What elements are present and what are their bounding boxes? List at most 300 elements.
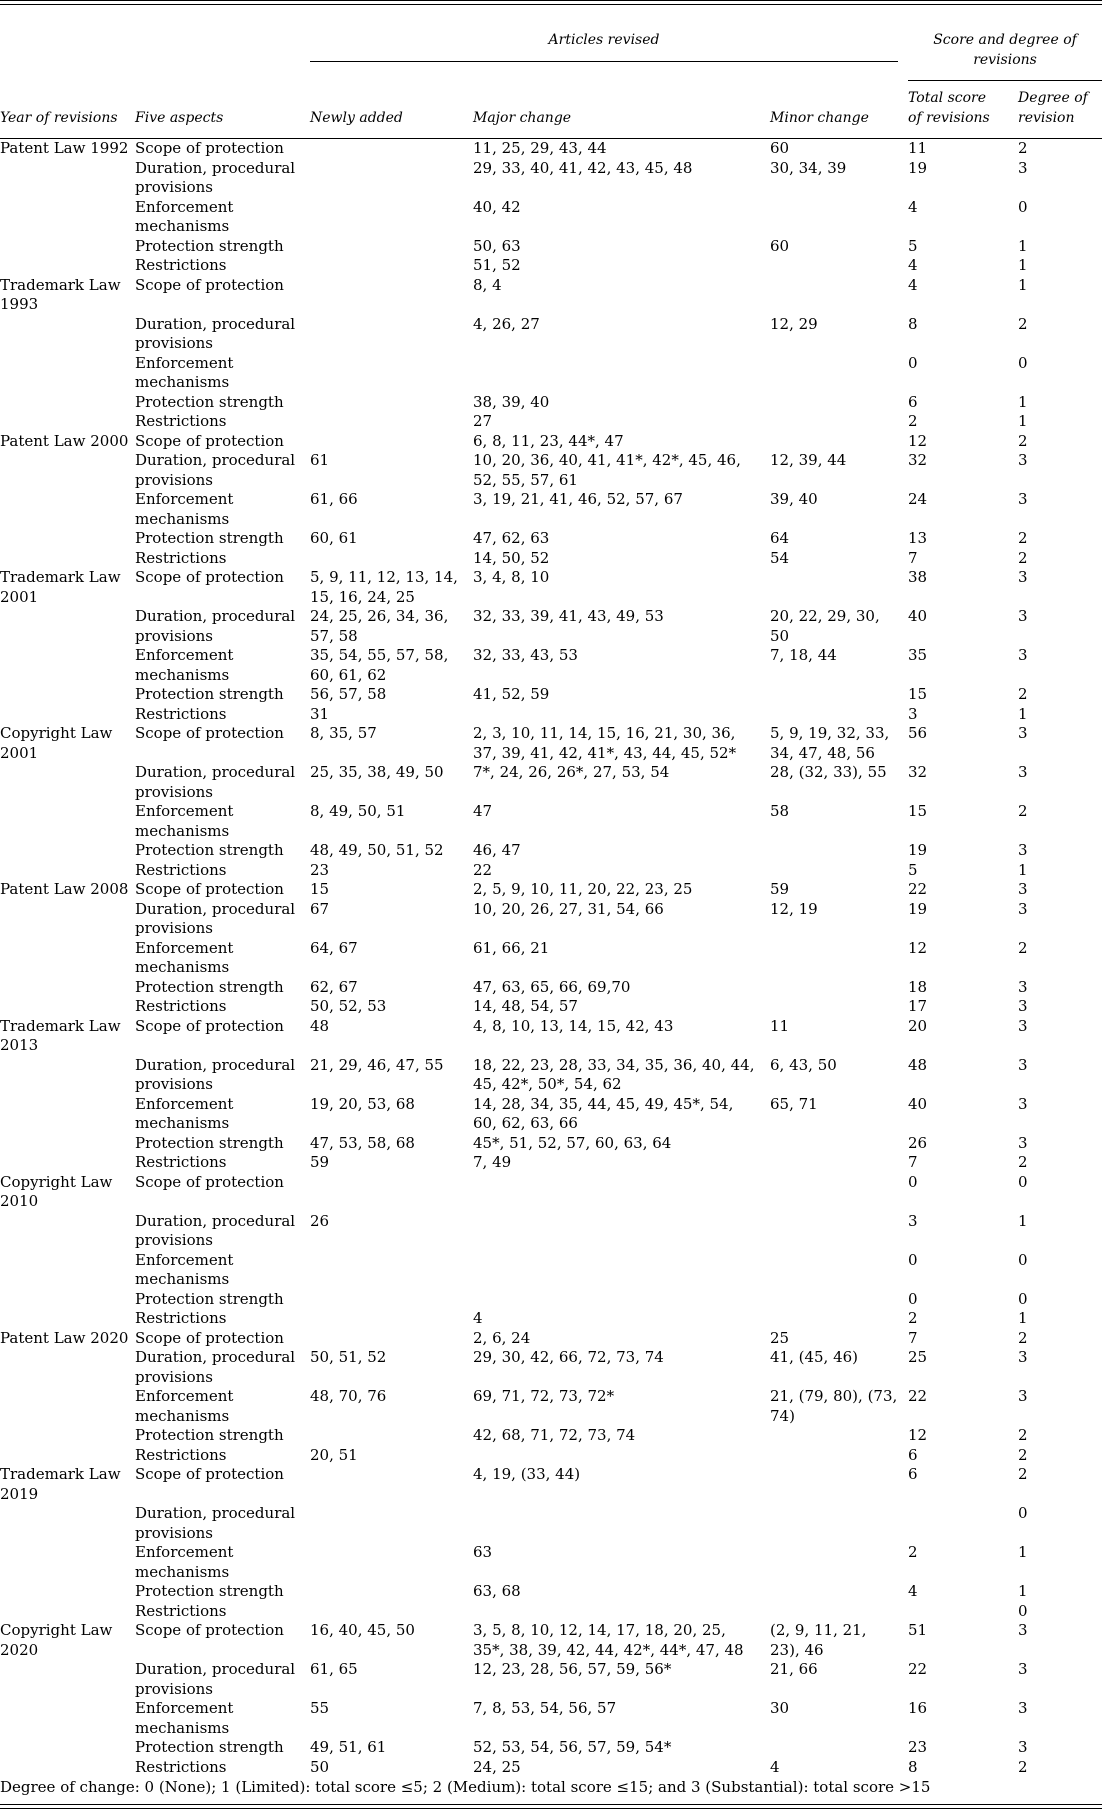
- revision-table: [0, 5, 1102, 1804]
- cell-aspect: Restrictions: [135, 548, 227, 567]
- cell-degree: 2: [1018, 529, 1028, 547]
- cell-degree: 0: [1018, 197, 1028, 216]
- cell-year-of-revision: [0, 763, 135, 802]
- cell-major-change: 29, 33, 40, 41, 42, 43, 45, 48: [473, 158, 693, 177]
- cell-newly-added: 61, 66: [310, 490, 358, 508]
- cell-major-change: 14, 50, 52: [473, 548, 550, 567]
- cell-aspect: Restrictions: [135, 860, 227, 879]
- table-row: [0, 568, 1102, 607]
- cell-degree: 2: [1018, 802, 1028, 820]
- cell-aspect: Restrictions: [135, 256, 227, 274]
- cell-total-score: 35: [908, 646, 928, 664]
- cell-newly-added: [310, 393, 473, 413]
- cell-degree: 1: [1018, 412, 1028, 430]
- cell-major-change: 22: [473, 860, 493, 879]
- cell-year-of-revision: Trademark Law 2013: [0, 1016, 121, 1054]
- cell-newly-added: 56, 57, 58: [310, 685, 387, 703]
- table-row: [0, 1621, 1102, 1660]
- table-row: [0, 1543, 1102, 1582]
- cell-minor-change: [770, 939, 908, 978]
- cell-total-score: 19: [908, 841, 928, 859]
- cell-year-of-revision: [0, 1251, 135, 1290]
- cell-year-of-revision: [0, 705, 135, 725]
- cell-year-of-revision: [0, 256, 135, 276]
- cell-aspect: Protection strength: [135, 1133, 284, 1152]
- cell-aspect: Protection strength: [135, 1738, 284, 1756]
- table-row: [0, 1153, 1102, 1173]
- cell-minor-change: 60: [770, 139, 790, 157]
- cell-newly-added: [310, 1173, 473, 1212]
- cell-minor-change: 11: [770, 1016, 790, 1035]
- table-row: [0, 607, 1102, 646]
- cell-minor-change: [770, 568, 908, 607]
- cell-degree: 0: [1018, 1601, 1028, 1620]
- cell-major-change: 10, 20, 36, 40, 41, 41*, 42*, 45, 46, 52, 55, 57, 61: [473, 451, 741, 489]
- cell-aspect: Duration, procedural provisions: [135, 158, 296, 196]
- cell-aspect: Enforcement mechanisms: [135, 353, 234, 391]
- cell-major-change: 7*, 24, 26, 26*, 27, 53, 54: [473, 763, 670, 781]
- cell-minor-change: 12, 39, 44: [770, 451, 847, 469]
- cell-year-of-revision: [0, 1212, 135, 1251]
- cell-degree: 2: [1018, 1328, 1028, 1347]
- cell-minor-change: [770, 1738, 908, 1758]
- cell-major-change: 4, 8, 10, 13, 14, 15, 42, 43: [473, 1016, 674, 1035]
- cell-degree: 3: [1018, 490, 1028, 508]
- cell-minor-change: 20, 22, 29, 30, 50: [770, 607, 880, 645]
- cell-newly-added: [310, 412, 473, 432]
- cell-year-of-revision: [0, 861, 135, 881]
- column-header-row: [0, 81, 1102, 139]
- cell-total-score: 16: [908, 1699, 928, 1717]
- cell-total-score: 5: [908, 236, 918, 255]
- cell-major-change: 27: [473, 412, 493, 430]
- cell-degree: 3: [1018, 451, 1028, 469]
- cell-degree: 2: [1018, 1153, 1028, 1171]
- cell-minor-change: [770, 997, 908, 1017]
- cell-total-score: [908, 1504, 1018, 1543]
- cell-major-change: [473, 1251, 770, 1290]
- cell-aspect: Restrictions: [135, 1445, 227, 1464]
- cell-aspect: Protection strength: [135, 841, 284, 859]
- cell-newly-added: 25, 35, 38, 49, 50: [310, 763, 444, 781]
- cell-total-score: 5: [908, 860, 918, 879]
- cell-minor-change: [770, 861, 908, 881]
- cell-year-of-revision: [0, 198, 135, 237]
- table-row: [0, 1699, 1102, 1738]
- cell-major-change: 3, 5, 8, 10, 12, 14, 17, 18, 20, 25, 35*, 38, 39, 42, 44, 42*, 44*, 47, 48: [473, 1621, 744, 1659]
- cell-major-change: 7, 49: [473, 1153, 512, 1171]
- cell-total-score: 6: [908, 392, 918, 411]
- cell-total-score: 22: [908, 1387, 928, 1405]
- cell-minor-change: 39, 40: [770, 490, 818, 508]
- cell-year-of-revision: Trademark Law 2001: [0, 568, 121, 606]
- cell-year-of-revision: [0, 1504, 135, 1543]
- cell-aspect: Protection strength: [135, 529, 284, 547]
- cell-major-change: 61, 66, 21: [473, 938, 550, 957]
- cell-aspect: Enforcement mechanisms: [135, 1094, 234, 1132]
- cell-degree: 3: [1018, 568, 1028, 586]
- cell-year-of-revision: [0, 978, 135, 998]
- table-row: [0, 900, 1102, 939]
- cell-degree: 3: [1018, 1133, 1028, 1152]
- cell-aspect: Protection strength: [135, 685, 284, 703]
- cell-newly-added: 64, 67: [310, 938, 358, 957]
- cell-year-of-revision: [0, 451, 135, 490]
- table-row: [0, 159, 1102, 198]
- cell-year-of-revision: [0, 159, 135, 198]
- cell-year-of-revision: [0, 1290, 135, 1310]
- cell-minor-change: [770, 705, 908, 725]
- cell-minor-change: 30, 34, 39: [770, 158, 847, 177]
- cell-aspect: Protection strength: [135, 1582, 284, 1600]
- cell-aspect: Duration, procedural provisions: [135, 314, 296, 352]
- table-row: [0, 1134, 1102, 1154]
- cell-major-change: 41, 52, 59: [473, 685, 550, 703]
- cell-total-score: 13: [908, 529, 928, 547]
- cell-year-of-revision: [0, 315, 135, 354]
- cell-major-change: 6, 8, 11, 23, 44*, 47: [473, 431, 624, 450]
- col-total-score: Total score of revisions: [908, 90, 990, 126]
- cell-major-change: 2, 3, 10, 11, 14, 15, 16, 21, 30, 36, 37, 39, 41, 42, 41*, 43, 44, 45, 52*: [473, 724, 737, 762]
- cell-aspect: Scope of protection: [135, 1465, 284, 1483]
- table-row: [0, 529, 1102, 549]
- cell-newly-added: 50: [310, 1757, 330, 1776]
- cell-minor-change: [770, 1153, 908, 1173]
- cell-major-change: [473, 1446, 770, 1466]
- table-note: Degree of change: 0 (None); 1 (Limited): total score ≤5; 2 (Medium): total score ≤15; and 3 (Substantial): total score >15: [0, 1778, 931, 1796]
- table-row: [0, 315, 1102, 354]
- table-row: [0, 1329, 1102, 1349]
- table-row: [0, 880, 1102, 900]
- cell-minor-change: 12, 29: [770, 314, 818, 333]
- cell-major-change: 50, 63: [473, 236, 521, 255]
- cell-total-score: 38: [908, 568, 928, 586]
- cell-aspect: Scope of protection: [135, 1328, 284, 1347]
- cell-newly-added: [310, 159, 473, 198]
- cell-aspect: Scope of protection: [135, 1172, 284, 1191]
- cell-degree: 3: [1018, 1348, 1028, 1366]
- cell-year-of-revision: [0, 939, 135, 978]
- cell-aspect: Duration, procedural provisions: [135, 607, 296, 645]
- col-degree-of-revision: Degree of revision: [1018, 90, 1088, 126]
- col-major-change: Major change: [473, 109, 572, 126]
- cell-total-score: 18: [908, 977, 928, 996]
- cell-minor-change: [770, 256, 908, 276]
- cell-major-change: 2, 5, 9, 10, 11, 20, 22, 23, 25: [473, 880, 693, 898]
- cell-newly-added: [310, 1504, 473, 1543]
- cell-total-score: 0: [908, 353, 918, 372]
- cell-year-of-revision: [0, 607, 135, 646]
- table-row: [0, 1504, 1102, 1543]
- cell-total-score: 32: [908, 763, 928, 781]
- cell-minor-change: [770, 1426, 908, 1446]
- cell-total-score: 19: [908, 899, 928, 918]
- cell-year-of-revision: [0, 1602, 135, 1622]
- cell-degree: 1: [1018, 392, 1028, 411]
- cell-major-change: 3, 4, 8, 10: [473, 568, 550, 586]
- col-five-aspects: Five aspects: [135, 109, 224, 126]
- cell-minor-change: 54: [770, 548, 790, 567]
- cell-year-of-revision: [0, 1134, 135, 1154]
- cell-total-score: 2: [908, 1543, 918, 1561]
- cell-aspect: Scope of protection: [135, 275, 284, 294]
- cell-newly-added: [310, 139, 473, 159]
- cell-minor-change: [770, 1251, 908, 1290]
- cell-total-score: 7: [908, 1328, 918, 1347]
- cell-degree: 1: [1018, 275, 1028, 294]
- cell-degree: 0: [1018, 353, 1028, 372]
- table-row: [0, 256, 1102, 276]
- cell-year-of-revision: [0, 354, 135, 393]
- table-body: [0, 139, 1102, 1778]
- bottom-double-rule: [0, 1804, 1102, 1809]
- cell-total-score: 2: [908, 1309, 918, 1327]
- cell-degree: 3: [1018, 1699, 1028, 1717]
- cell-degree: 3: [1018, 158, 1028, 177]
- cell-minor-change: 6, 43, 50: [770, 1055, 837, 1074]
- cell-total-score: 22: [908, 1660, 928, 1678]
- cell-newly-added: [310, 354, 473, 393]
- cell-major-change: 24, 25: [473, 1757, 521, 1776]
- cell-minor-change: [770, 198, 908, 237]
- cell-aspect: Scope of protection: [135, 1016, 284, 1035]
- cell-aspect: Enforcement mechanisms: [135, 1250, 234, 1288]
- cell-total-score: 7: [908, 548, 918, 567]
- cell-major-change: 11, 25, 29, 43, 44: [473, 139, 607, 157]
- cell-total-score: 51: [908, 1621, 928, 1639]
- cell-degree: 0: [1018, 1172, 1028, 1191]
- cell-total-score: 32: [908, 451, 928, 469]
- cell-major-change: 14, 48, 54, 57: [473, 997, 578, 1015]
- cell-minor-change: 21, (79, 80), (73, 74): [770, 1387, 898, 1425]
- table-row: [0, 997, 1102, 1017]
- cell-minor-change: [770, 1446, 908, 1466]
- cell-major-change: 51, 52: [473, 256, 521, 274]
- cell-major-change: 7, 8, 53, 54, 56, 57: [473, 1699, 617, 1717]
- cell-total-score: 17: [908, 997, 928, 1015]
- cell-minor-change: [770, 685, 908, 705]
- cell-total-score: 4: [908, 1582, 918, 1600]
- cell-total-score: 15: [908, 802, 928, 820]
- cell-aspect: Enforcement mechanisms: [135, 1543, 234, 1581]
- cell-major-change: 32, 33, 39, 41, 43, 49, 53: [473, 607, 664, 625]
- table-row: [0, 276, 1102, 315]
- cell-degree: 1: [1018, 860, 1028, 879]
- cell-major-change: [473, 705, 770, 725]
- cell-degree: 3: [1018, 977, 1028, 996]
- table-row: [0, 705, 1102, 725]
- table-row: [0, 685, 1102, 705]
- cell-newly-added: 31: [310, 704, 330, 723]
- table-row: [0, 412, 1102, 432]
- cell-major-change: 45*, 51, 52, 57, 60, 63, 64: [473, 1133, 672, 1152]
- cell-total-score: 15: [908, 685, 928, 703]
- cell-major-change: [473, 354, 770, 393]
- cell-minor-change: 41, (45, 46): [770, 1348, 859, 1366]
- cell-newly-added: [310, 549, 473, 569]
- cell-year-of-revision: [0, 1056, 135, 1095]
- cell-total-score: 3: [908, 1211, 918, 1230]
- cell-aspect: Duration, procedural provisions: [135, 1660, 296, 1698]
- cell-aspect: Protection strength: [135, 1426, 284, 1444]
- cell-total-score: 0: [908, 1250, 918, 1269]
- cell-total-score: 23: [908, 1738, 928, 1756]
- cell-major-change: 18, 22, 23, 28, 33, 34, 35, 36, 40, 44, 45, 42*, 50*, 54, 62: [473, 1055, 755, 1093]
- cell-aspect: Protection strength: [135, 236, 284, 255]
- cell-year-of-revision: [0, 490, 135, 529]
- cell-year-of-revision: [0, 1348, 135, 1387]
- cell-degree: 2: [1018, 139, 1028, 157]
- score-degree-heading: Score and degree of revisions: [908, 5, 1102, 81]
- cell-degree: 3: [1018, 763, 1028, 781]
- cell-major-change: 47, 62, 63: [473, 529, 550, 547]
- cell-major-change: 4, 26, 27: [473, 314, 540, 333]
- cell-aspect: Enforcement mechanisms: [135, 490, 234, 528]
- table-row: [0, 1582, 1102, 1602]
- cell-minor-change: [770, 1582, 908, 1602]
- cell-total-score: 40: [908, 1094, 928, 1113]
- cell-year-of-revision: [0, 1582, 135, 1602]
- cell-total-score: 25: [908, 1348, 928, 1366]
- cell-year-of-revision: Patent Law 2020: [0, 1328, 129, 1347]
- cell-minor-change: [770, 393, 908, 413]
- cell-aspect: Duration, procedural provisions: [135, 763, 296, 801]
- cell-newly-added: 59: [310, 1153, 330, 1171]
- cell-major-change: 14, 28, 34, 35, 44, 45, 49, 45*, 54, 60, 62, 63, 66: [473, 1094, 734, 1132]
- cell-minor-change: 5, 9, 19, 32, 33, 34, 47, 48, 56: [770, 724, 890, 762]
- cell-newly-added: 19, 20, 53, 68: [310, 1094, 415, 1113]
- cell-year-of-revision: [0, 1738, 135, 1758]
- cell-minor-change: [770, 276, 908, 315]
- cell-degree: 0: [1018, 1504, 1028, 1522]
- cell-major-change: 3, 19, 21, 41, 46, 52, 57, 67: [473, 490, 683, 508]
- cell-year-of-revision: Patent Law 2008: [0, 880, 129, 898]
- cell-major-change: 47: [473, 802, 493, 820]
- cell-degree: 3: [1018, 724, 1028, 742]
- table-row: [0, 139, 1102, 159]
- cell-newly-added: 26: [310, 1211, 330, 1230]
- table-row: [0, 1056, 1102, 1095]
- cell-minor-change: [770, 1602, 908, 1622]
- cell-total-score: 12: [908, 938, 928, 957]
- cell-minor-change: 25: [770, 1328, 790, 1347]
- cell-major-change: 63: [473, 1543, 493, 1561]
- table-row: [0, 1348, 1102, 1387]
- cell-minor-change: 65, 71: [770, 1094, 818, 1113]
- cell-aspect: Restrictions: [135, 1601, 227, 1620]
- cell-newly-added: 61, 65: [310, 1660, 358, 1678]
- cell-minor-change: [770, 841, 908, 861]
- cell-year-of-revision: [0, 997, 135, 1017]
- cell-major-change: 10, 20, 26, 27, 31, 54, 66: [473, 899, 664, 918]
- cell-minor-change: 7, 18, 44: [770, 646, 837, 664]
- table-row: [0, 1017, 1102, 1056]
- cell-total-score: 12: [908, 431, 928, 450]
- cell-degree: 2: [1018, 431, 1028, 450]
- cell-aspect: Enforcement mechanisms: [135, 646, 234, 684]
- table-row: [0, 1387, 1102, 1426]
- cell-newly-added: [310, 276, 473, 315]
- cell-major-change: [473, 1290, 770, 1310]
- cell-aspect: Protection strength: [135, 392, 284, 411]
- cell-aspect: Scope of protection: [135, 880, 284, 898]
- cell-newly-added: [310, 1251, 473, 1290]
- cell-degree: 2: [1018, 548, 1028, 567]
- cell-year-of-revision: [0, 1153, 135, 1173]
- cell-major-change: 29, 30, 42, 66, 72, 73, 74: [473, 1348, 664, 1366]
- cell-degree: 3: [1018, 1387, 1028, 1405]
- cell-aspect: Restrictions: [135, 704, 227, 723]
- cell-aspect: Protection strength: [135, 977, 284, 996]
- cell-newly-added: 60, 61: [310, 529, 358, 547]
- cell-aspect: Duration, procedural provisions: [135, 451, 296, 489]
- cell-aspect: Duration, procedural provisions: [135, 1504, 296, 1542]
- cell-aspect: Enforcement mechanisms: [135, 1699, 234, 1737]
- cell-minor-change: [770, 1465, 908, 1504]
- table-row: [0, 1095, 1102, 1134]
- cell-year-of-revision: [0, 393, 135, 413]
- cell-degree: 2: [1018, 1445, 1028, 1464]
- cell-degree: 2: [1018, 685, 1028, 703]
- cell-newly-added: 48, 70, 76: [310, 1387, 387, 1405]
- cell-degree: 0: [1018, 1250, 1028, 1269]
- cell-major-change: 4, 19, (33, 44): [473, 1465, 581, 1483]
- cell-newly-added: 47, 53, 58, 68: [310, 1133, 415, 1152]
- cell-total-score: 19: [908, 158, 928, 177]
- cell-year-of-revision: [0, 802, 135, 841]
- cell-year-of-revision: Trademark Law 2019: [0, 1465, 121, 1503]
- cell-major-change: [473, 1212, 770, 1251]
- cell-year-of-revision: Patent Law 1992: [0, 139, 129, 157]
- cell-newly-added: 35, 54, 55, 57, 58, 60, 61, 62: [310, 646, 449, 684]
- cell-newly-added: 62, 67: [310, 977, 358, 996]
- table-row: [0, 1251, 1102, 1290]
- cell-total-score: 11: [908, 139, 928, 157]
- cell-minor-change: 30: [770, 1699, 790, 1717]
- cell-degree: 3: [1018, 1055, 1028, 1074]
- cell-year-of-revision: [0, 549, 135, 569]
- cell-major-change: [473, 1504, 770, 1543]
- cell-total-score: 24: [908, 490, 928, 508]
- table-row: [0, 1446, 1102, 1466]
- cell-major-change: 8, 4: [473, 275, 502, 294]
- cell-degree: 1: [1018, 236, 1028, 255]
- cell-newly-added: [310, 1543, 473, 1582]
- cell-degree: 3: [1018, 880, 1028, 898]
- group-header-row: [0, 5, 1102, 81]
- cell-aspect: Scope of protection: [135, 724, 284, 742]
- note-row: [0, 1777, 1102, 1804]
- cell-total-score: 56: [908, 724, 928, 742]
- cell-aspect: Duration, procedural provisions: [135, 1055, 296, 1093]
- table-row: [0, 1173, 1102, 1212]
- cell-minor-change: [770, 1290, 908, 1310]
- cell-aspect: Scope of protection: [135, 1621, 284, 1639]
- cell-aspect: Restrictions: [135, 412, 227, 430]
- cell-major-change: 2, 6, 24: [473, 1328, 531, 1347]
- cell-aspect: Scope of protection: [135, 139, 284, 157]
- table-row: [0, 1426, 1102, 1446]
- cell-total-score: 3: [908, 704, 918, 723]
- cell-newly-added: [310, 1465, 473, 1504]
- cell-major-change: 69, 71, 72, 73, 72*: [473, 1387, 615, 1405]
- cell-minor-change: 4: [770, 1757, 780, 1776]
- cell-aspect: Protection strength: [135, 1289, 284, 1308]
- cell-total-score: 48: [908, 1055, 928, 1074]
- cell-major-change: [473, 1602, 770, 1622]
- cell-degree: 3: [1018, 646, 1028, 664]
- cell-minor-change: 12, 19: [770, 899, 818, 918]
